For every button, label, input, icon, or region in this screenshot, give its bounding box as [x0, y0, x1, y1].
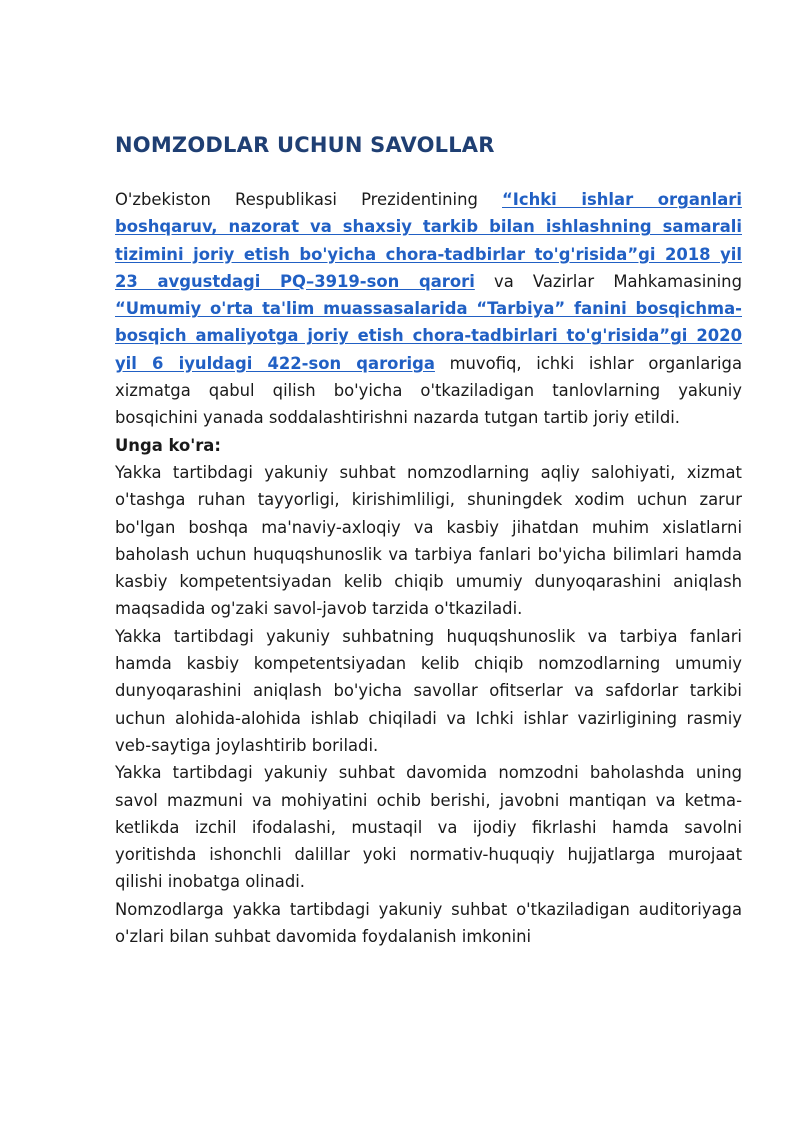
- page-title: NOMZODLAR UCHUN SAVOLLAR: [115, 133, 495, 157]
- body-paragraph-3: Yakka tartibdagi yakuniy suhbat davomida nomzodni baholashda uning savol mazmuni va mohiyatini ochib berishi, javobni mantiqan va ketma-ketlikda izchil ifodalashi, mustaqil va ijodiy fikrlashi hamda savolni yoritishda ishonchli dalillar yoki normativ-huquqiy hujjatlarga murojaat qilishi inobatga olinadi.: [115, 763, 742, 892]
- intro-text-middle: va Vazirlar Mahkamasining: [474, 271, 742, 291]
- subheading: Unga ko'ra:: [115, 435, 221, 455]
- intro-text-end: muvofiq, ichki ishlar organlariga xizmatga qabul qilish bo'yicha o'tkaziladigan tanlovlarning yakuniy bosqichini yanada soddalashtirishni nazarda tutgan tartib joriy etildi.: [115, 353, 742, 428]
- intro-paragraph: [115, 186, 742, 432]
- decree-link-pq-3919[interactable]: “Ichki ishlar organlari boshqaruv, nazorat va shaxsiy tarkib bilan ishlashning samarali tizimini joriy etish bo'yicha chora-tadbirlar to'g'risida”gi 2018 yil 23 avgustdagi PQ–3919-son qarori: [115, 190, 742, 291]
- body-paragraph-1: Yakka tartibdagi yakuniy suhbat nomzodlarning aqliy salohiyati, xizmat o'tashga ruhan tayyorligi, kirishimliligi, shuningdek xodim uchun zarur bo'lgan boshqa ma'naviy-axloqiy va kasbiy jihatdan muhim xislatlarni baholash uchun huquqshunoslik va tarbiya fanlari bo'yicha bilimlari hamda kasbiy kompetentsiyadan kelib chiqib umumiy dunyoqarashini aniqlash maqsadida og'zaki savol-javob tarzida o'tkaziladi.: [115, 462, 742, 619]
- document-page: [115, 130, 742, 950]
- body-paragraph-4: Nomzodlarga yakka tartibdagi yakuniy suhbat o'tkaziladigan auditoriyaga o'zlari bilan suhbat davomida foydalanish imkonini: [115, 899, 742, 947]
- resolution-link-422[interactable]: “Umumiy o'rta ta'lim muassasalarida “Tarbiya” fanini bosqichma-bosqich amaliyotga joriy etish chora-tadbirlari to'g'risida”gi 2020 yil 6 iyuldagi 422-son qaroriga: [115, 299, 742, 373]
- body-paragraph-2: Yakka tartibdagi yakuniy suhbatning huquqshunoslik va tarbiya fanlari hamda kasbiy kompetentsiyadan kelib chiqib nomzodlarning umumiy dunyoqarashini aniqlash bo'yicha savollar ofitserlar va safdorlar tarkibi uchun alohida-alohida ishlab chiqiladi va Ichki ishlar vazirligining rasmiy veb-saytiga joylashtirib boriladi.: [115, 626, 742, 755]
- intro-text-start: O'zbekiston Respublikasi Prezidentining: [115, 190, 502, 209]
